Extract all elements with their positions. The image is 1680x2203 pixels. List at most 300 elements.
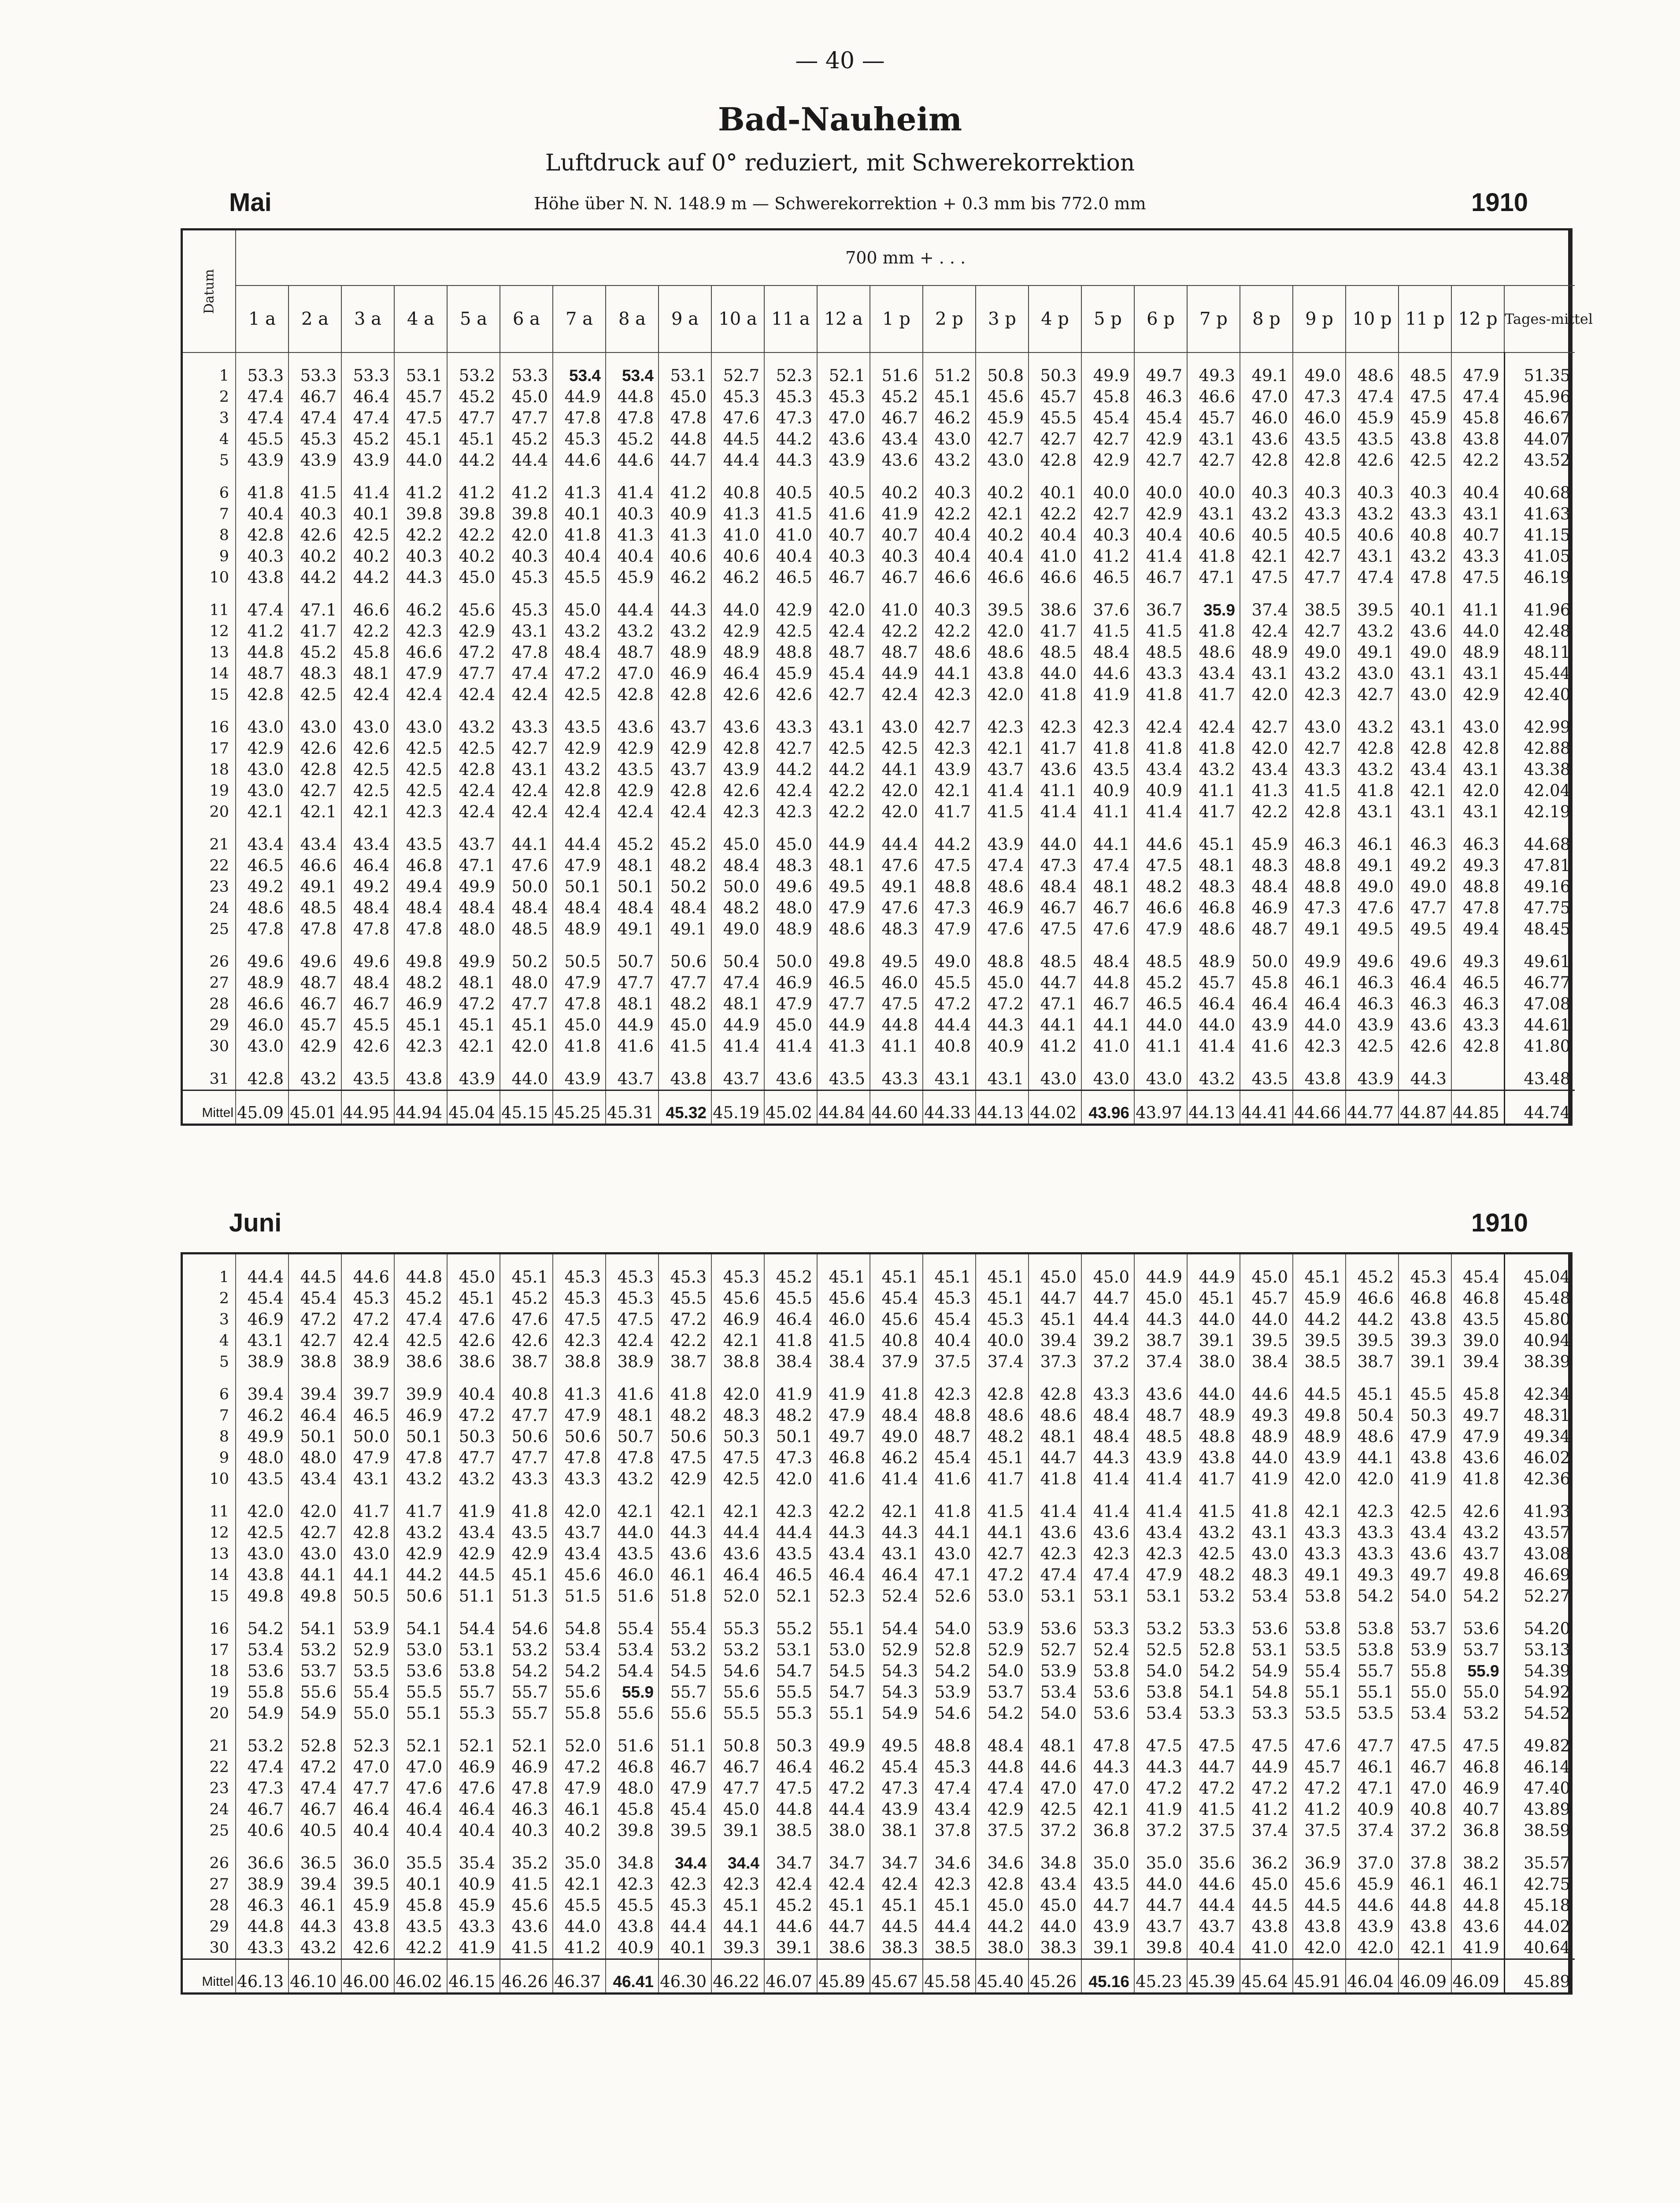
- value-cell: 52.9: [976, 1639, 1029, 1661]
- value-cell: 47.5: [711, 1447, 764, 1469]
- value-cell: 42.6: [289, 525, 341, 546]
- value-cell: 46.4: [870, 1565, 923, 1586]
- table-row: [183, 1254, 1575, 1288]
- value-cell: 47.4: [711, 972, 764, 994]
- value-cell: 38.4: [1240, 1351, 1293, 1372]
- value-cell: 46.1: [659, 1565, 711, 1586]
- value-cell: 54.6: [500, 1607, 553, 1639]
- table-row: [183, 876, 1575, 898]
- value-cell: 46.4: [764, 1309, 817, 1330]
- value-cell: 42.3: [1293, 1036, 1346, 1057]
- value-cell: 42.1: [1240, 546, 1293, 567]
- value-cell: 39.8: [606, 1820, 659, 1841]
- value-cell: 48.8: [764, 642, 817, 663]
- value-cell: 39.1: [1187, 1330, 1240, 1351]
- value-cell: 39.5: [1346, 588, 1399, 621]
- value-cell: 40.3: [870, 546, 923, 567]
- table-row: [183, 1661, 1575, 1682]
- value-cell: 45.3: [553, 1288, 606, 1309]
- value-cell: 43.8: [1399, 429, 1451, 450]
- value-cell: 48.9: [1451, 642, 1504, 663]
- value-cell: 38.6: [1029, 588, 1081, 621]
- value-cell: 42.8: [1346, 738, 1399, 759]
- table-row: [183, 1682, 1575, 1703]
- value-cell: 46.8: [394, 855, 447, 876]
- value-cell: 54.0: [1399, 1586, 1451, 1607]
- value-cell: 44.2: [394, 1565, 447, 1586]
- value-cell: 41.2: [1081, 546, 1134, 567]
- value-cell: 46.9: [1240, 898, 1293, 919]
- day-cell: 26: [209, 953, 229, 971]
- daily-mean-cell: 42.04: [1504, 780, 1575, 801]
- value-cell: 49.0: [1399, 876, 1451, 898]
- value-cell: 48.5: [1134, 940, 1187, 972]
- value-cell: 48.4: [870, 1405, 923, 1426]
- hour-header: 1 p: [870, 286, 923, 352]
- value-cell: 54.8: [1240, 1682, 1293, 1703]
- value-cell: 43.5: [817, 1057, 870, 1090]
- value-cell: 42.2: [817, 801, 870, 823]
- value-cell: 41.4: [1081, 1469, 1134, 1490]
- value-cell: 48.1: [817, 855, 870, 876]
- value-cell: 52.0: [553, 1724, 606, 1757]
- day-cell: 13: [209, 1545, 229, 1563]
- value-cell: 48.2: [659, 994, 711, 1015]
- value-cell: 47.5: [606, 1309, 659, 1330]
- value-cell: 38.5: [1293, 588, 1346, 621]
- value-cell: 47.4: [1451, 386, 1504, 408]
- value-cell: 46.7: [1134, 567, 1187, 588]
- mittel-value-cell: 44.87: [1399, 1090, 1451, 1124]
- day-cell: 8: [219, 1428, 229, 1446]
- value-cell: 46.5: [817, 972, 870, 994]
- value-cell: 42.8: [1293, 801, 1346, 823]
- value-cell: 43.9: [553, 1057, 606, 1090]
- value-cell: 55.7: [447, 1682, 500, 1703]
- value-cell: 42.1: [1399, 1937, 1451, 1959]
- value-cell: 40.3: [289, 504, 341, 525]
- value-cell: 42.5: [553, 684, 606, 705]
- value-cell: 55.5: [711, 1703, 764, 1724]
- daily-mean-cell: 49.61: [1504, 940, 1575, 972]
- value-cell: 42.0: [1240, 738, 1293, 759]
- value-cell: 48.4: [500, 898, 553, 919]
- value-cell: 45.0: [659, 386, 711, 408]
- value-cell: 45.7: [1293, 1757, 1346, 1778]
- daily-mean-cell: 48.11: [1504, 642, 1575, 663]
- value-cell: 53.1: [659, 352, 711, 386]
- value-cell: 53.2: [236, 1724, 289, 1757]
- value-cell: 38.7: [500, 1351, 553, 1372]
- value-cell: 43.6: [1029, 1522, 1081, 1543]
- value-cell: 41.6: [817, 1469, 870, 1490]
- value-cell: 45.4: [1134, 408, 1187, 429]
- value-cell: 53.5: [1293, 1639, 1346, 1661]
- value-cell: 47.2: [1240, 1778, 1293, 1799]
- value-cell: 51.2: [923, 352, 976, 386]
- value-cell: 45.1: [923, 1254, 976, 1288]
- value-cell: 45.1: [1346, 1372, 1399, 1405]
- value-cell: 44.8: [606, 386, 659, 408]
- value-cell: 53.2: [447, 352, 500, 386]
- daily-mean-cell: 42.40: [1504, 684, 1575, 705]
- value-cell: 47.7: [500, 1405, 553, 1426]
- value-cell: 42.3: [659, 1874, 711, 1895]
- day-cell: 30: [209, 1939, 229, 1957]
- value-cell: 42.3: [394, 801, 447, 823]
- value-cell: 39.0: [1451, 1330, 1504, 1351]
- value-cell: 37.2: [1029, 1820, 1081, 1841]
- value-cell: 48.8: [923, 1405, 976, 1426]
- day-cell: 27: [209, 1876, 229, 1893]
- value-cell: 38.4: [817, 1351, 870, 1372]
- value-cell: 47.6: [394, 1778, 447, 1799]
- table-row: [183, 1895, 1575, 1916]
- mittel-value-cell: 45.02: [764, 1090, 817, 1124]
- value-cell: 49.1: [870, 876, 923, 898]
- value-cell: 54.1: [394, 1607, 447, 1639]
- value-cell: 42.0: [870, 801, 923, 823]
- value-cell: 35.2: [500, 1841, 553, 1874]
- value-cell: 47.8: [553, 1447, 606, 1469]
- value-cell: 37.2: [1081, 1351, 1134, 1372]
- day-cell: 17: [209, 1641, 229, 1659]
- value-cell: 48.1: [341, 663, 394, 684]
- value-cell: 47.5: [1451, 1724, 1504, 1757]
- value-cell: 37.0: [1346, 1841, 1399, 1874]
- day-cell: 28: [209, 1897, 229, 1914]
- value-cell: 45.9: [1346, 1874, 1399, 1895]
- value-cell: 47.2: [976, 994, 1029, 1015]
- value-cell: 47.4: [1346, 567, 1399, 588]
- value-cell: 47.6: [870, 855, 923, 876]
- daily-mean-cell: 41.93: [1504, 1490, 1575, 1522]
- value-cell: 44.0: [1451, 621, 1504, 642]
- value-cell: 49.0: [923, 940, 976, 972]
- day-cell: 14: [209, 1566, 229, 1584]
- value-cell: 50.3: [764, 1724, 817, 1757]
- value-cell: 45.0: [1240, 1874, 1293, 1895]
- value-cell: 40.3: [923, 588, 976, 621]
- value-cell: 53.4: [1240, 1586, 1293, 1607]
- value-cell: 43.0: [289, 1543, 341, 1565]
- value-cell: 42.7: [1293, 738, 1346, 759]
- value-cell: 43.6: [659, 1543, 711, 1565]
- value-cell: 43.0: [1029, 1057, 1081, 1090]
- value-cell: 43.4: [1029, 1874, 1081, 1895]
- daily-mean-cell: 41.05: [1504, 546, 1575, 567]
- value-cell: 42.5: [1029, 1799, 1081, 1820]
- value-cell: 45.6: [870, 1309, 923, 1330]
- value-cell: 42.4: [500, 684, 553, 705]
- table-row: [183, 1469, 1575, 1490]
- value-cell: 43.8: [1293, 1057, 1346, 1090]
- value-cell: 42.2: [1240, 801, 1293, 823]
- mittel-value-cell: 45.23: [1134, 1959, 1187, 1993]
- value-cell: 45.1: [817, 1254, 870, 1288]
- value-cell: 37.2: [1399, 1820, 1451, 1841]
- monthly-mean-row: [183, 1959, 1575, 1993]
- value-cell: 46.7: [870, 567, 923, 588]
- table-row: [183, 1565, 1575, 1586]
- value-cell: 38.7: [659, 1351, 711, 1372]
- value-cell: 43.1: [500, 621, 553, 642]
- value-cell: 40.2: [976, 525, 1029, 546]
- value-cell: 55.6: [606, 1703, 659, 1724]
- hour-header: 9 a: [659, 286, 711, 352]
- value-cell: 47.3: [1293, 386, 1346, 408]
- value-cell: 46.7: [236, 1799, 289, 1820]
- value-cell: 47.7: [447, 663, 500, 684]
- value-cell: 49.7: [1451, 1405, 1504, 1426]
- value-cell: 44.9: [1134, 1254, 1187, 1288]
- mittel-value-cell: 46.30: [659, 1959, 711, 1993]
- value-cell: 42.2: [870, 621, 923, 642]
- value-cell: 54.0: [923, 1607, 976, 1639]
- value-cell: 42.3: [764, 801, 817, 823]
- value-cell: 39.3: [711, 1937, 764, 1959]
- value-cell: 42.4: [500, 780, 553, 801]
- value-cell: 43.8: [1399, 1916, 1451, 1937]
- value-cell: 44.0: [1293, 1015, 1346, 1036]
- value-cell: 42.7: [289, 780, 341, 801]
- value-cell: 53.0: [817, 1639, 870, 1661]
- value-cell: 47.4: [236, 408, 289, 429]
- value-cell: 44.7: [1029, 972, 1081, 994]
- value-cell: 51.6: [606, 1724, 659, 1757]
- value-cell: 45.4: [870, 1288, 923, 1309]
- day-cell: 16: [209, 1620, 229, 1638]
- value-cell: 47.4: [500, 663, 553, 684]
- value-cell: 46.1: [1346, 1757, 1399, 1778]
- value-cell: 41.4: [764, 1036, 817, 1057]
- year-label-june: 1910: [1471, 1209, 1528, 1237]
- value-cell: 44.4: [606, 588, 659, 621]
- value-cell: 53.0: [976, 1586, 1029, 1607]
- value-cell: 52.3: [817, 1586, 870, 1607]
- value-cell: 42.6: [341, 738, 394, 759]
- value-cell: 44.4: [711, 1522, 764, 1543]
- value-cell: 42.4: [341, 684, 394, 705]
- mittel-value-cell: 46.13: [236, 1959, 289, 1993]
- value-cell: 41.4: [1134, 801, 1187, 823]
- value-cell: 42.7: [1240, 705, 1293, 738]
- value-cell: 45.4: [289, 1288, 341, 1309]
- daily-mean-cell: 42.75: [1504, 1874, 1575, 1895]
- value-cell: 45.1: [394, 1015, 447, 1036]
- value-cell: 42.0: [817, 588, 870, 621]
- value-cell: 45.1: [923, 1895, 976, 1916]
- value-cell: 47.5: [1399, 1724, 1451, 1757]
- value-cell: 45.8: [1451, 408, 1504, 429]
- value-cell: 53.3: [1187, 1607, 1240, 1639]
- value-cell: 53.8: [1134, 1682, 1187, 1703]
- value-cell: 47.1: [923, 1565, 976, 1586]
- value-cell: 46.8: [1451, 1288, 1504, 1309]
- value-cell: 46.4: [341, 1799, 394, 1820]
- value-cell: 45.1: [447, 1015, 500, 1036]
- value-cell: 40.8: [870, 1330, 923, 1351]
- value-cell: 53.5: [1346, 1703, 1399, 1724]
- day-cell: 5: [219, 452, 229, 469]
- value-cell: 47.9: [553, 972, 606, 994]
- table-row: [183, 1372, 1575, 1405]
- value-cell: 46.6: [1187, 386, 1240, 408]
- daily-mean-cell: 40.94: [1504, 1330, 1575, 1351]
- value-cell: 41.0: [1081, 1036, 1134, 1057]
- value-cell: 47.2: [447, 994, 500, 1015]
- value-cell: 42.5: [341, 525, 394, 546]
- table-row: [183, 1799, 1575, 1820]
- value-cell: 41.6: [817, 504, 870, 525]
- value-cell: 43.0: [923, 1543, 976, 1565]
- mittel-value-cell: 45.39: [1187, 1959, 1240, 1993]
- day-cell: 22: [209, 1758, 229, 1776]
- mittel-value-cell: 44.41: [1240, 1090, 1293, 1124]
- value-cell: 43.1: [817, 705, 870, 738]
- value-cell: 42.8: [976, 1874, 1029, 1895]
- value-cell: 46.7: [289, 386, 341, 408]
- value-cell: 42.9: [289, 1036, 341, 1057]
- value-cell: 43.1: [500, 759, 553, 780]
- value-cell: 48.9: [1240, 642, 1293, 663]
- value-cell: 43.3: [1293, 504, 1346, 525]
- value-cell: 52.8: [289, 1724, 341, 1757]
- value-cell: 44.8: [764, 1799, 817, 1820]
- value-cell: 42.4: [553, 801, 606, 823]
- value-cell: 43.3: [764, 705, 817, 738]
- value-cell: 48.5: [1134, 1426, 1187, 1447]
- value-cell: 44.6: [553, 450, 606, 471]
- day-cell: 14: [209, 665, 229, 682]
- value-cell: 44.5: [1240, 1895, 1293, 1916]
- value-cell: 43.4: [923, 1799, 976, 1820]
- value-cell: 40.4: [976, 546, 1029, 567]
- value-cell: 47.5: [1451, 567, 1504, 588]
- value-cell: 45.9: [1293, 1288, 1346, 1309]
- value-cell: 42.3: [1346, 1490, 1399, 1522]
- value-cell: 41.8: [659, 1372, 711, 1405]
- value-cell: 52.8: [923, 1639, 976, 1661]
- value-cell: 46.4: [1187, 994, 1240, 1015]
- value-cell: 42.3: [1293, 684, 1346, 705]
- value-cell: 44.8: [659, 429, 711, 450]
- value-cell: 43.4: [289, 1469, 341, 1490]
- value-cell: 40.4: [764, 546, 817, 567]
- value-cell: 52.9: [870, 1639, 923, 1661]
- value-cell: 43.3: [1293, 1522, 1346, 1543]
- value-cell: 43.9: [1346, 1015, 1399, 1036]
- value-cell: 52.1: [817, 352, 870, 386]
- value-cell: 43.5: [500, 1522, 553, 1543]
- value-cell: 38.5: [764, 1820, 817, 1841]
- mittel-value-cell: 45.26: [1029, 1959, 1081, 1993]
- value-cell: 45.4: [1081, 408, 1134, 429]
- value-cell: 49.4: [394, 876, 447, 898]
- value-cell: 40.5: [289, 1820, 341, 1841]
- value-cell: 45.5: [659, 1288, 711, 1309]
- value-cell: 47.1: [1187, 567, 1240, 588]
- value-cell: 47.8: [553, 994, 606, 1015]
- value-cell: 47.4: [976, 855, 1029, 876]
- value-cell: 44.0: [606, 1522, 659, 1543]
- value-cell: 49.3: [1240, 1405, 1293, 1426]
- hour-header: 7 a: [553, 286, 606, 352]
- value-cell: 54.2: [1346, 1586, 1399, 1607]
- hour-header: 7 p: [1187, 286, 1240, 352]
- table-row: [183, 1778, 1575, 1799]
- value-cell: 53.9: [923, 1682, 976, 1703]
- value-cell: 47.4: [1081, 855, 1134, 876]
- value-cell: 49.9: [1081, 352, 1134, 386]
- value-cell: 44.1: [500, 823, 553, 855]
- value-cell: 50.6: [659, 940, 711, 972]
- value-cell: 43.7: [1451, 1543, 1504, 1565]
- day-cell: 31: [209, 1070, 229, 1088]
- value-cell: 53.2: [711, 1639, 764, 1661]
- value-cell: 55.7: [500, 1682, 553, 1703]
- table-row: [183, 1841, 1575, 1874]
- value-cell: 53.3: [1240, 1703, 1293, 1724]
- value-cell: 42.1: [606, 1490, 659, 1522]
- value-cell: 39.1: [711, 1820, 764, 1841]
- value-cell: 47.9: [1451, 352, 1504, 386]
- value-cell: 42.0: [1293, 1937, 1346, 1959]
- value-cell: 54.5: [659, 1661, 711, 1682]
- value-cell: 41.5: [1081, 621, 1134, 642]
- value-cell: 42.3: [923, 684, 976, 705]
- value-cell: 43.3: [447, 1916, 500, 1937]
- table-row: [183, 471, 1575, 504]
- daily-mean-cell: 49.16: [1504, 876, 1575, 898]
- value-cell: 43.3: [870, 1057, 923, 1090]
- value-cell: 41.8: [1029, 1469, 1081, 1490]
- value-cell: 42.8: [659, 684, 711, 705]
- pressure-table-may: [183, 230, 1593, 1124]
- value-cell: 41.5: [659, 1036, 711, 1057]
- value-cell: 42.9: [236, 738, 289, 759]
- value-cell: 50.2: [659, 876, 711, 898]
- daily-mean-cell: 47.75: [1504, 898, 1575, 919]
- value-cell: 40.6: [659, 546, 711, 567]
- value-cell: 43.2: [289, 1057, 341, 1090]
- value-cell: 43.7: [659, 705, 711, 738]
- value-cell: 52.5: [1134, 1639, 1187, 1661]
- value-cell: 50.2: [500, 940, 553, 972]
- value-cell: 38.0: [976, 1937, 1029, 1959]
- value-cell: 47.4: [1346, 386, 1399, 408]
- value-cell: 42.2: [341, 621, 394, 642]
- value-cell: 34.4: [711, 1841, 764, 1874]
- mittel-value-cell: 46.02: [394, 1959, 447, 1993]
- value-cell: 54.6: [923, 1703, 976, 1724]
- value-cell: 43.4: [1187, 663, 1240, 684]
- value-cell: 54.5: [817, 1661, 870, 1682]
- value-cell: 48.1: [1029, 1724, 1081, 1757]
- value-cell: 47.9: [923, 919, 976, 940]
- value-cell: 51.3: [500, 1586, 553, 1607]
- value-cell: 41.7: [289, 621, 341, 642]
- value-cell: 43.1: [236, 1330, 289, 1351]
- value-cell: 47.5: [1134, 855, 1187, 876]
- value-cell: 43.7: [553, 1522, 606, 1543]
- value-cell: 49.2: [341, 876, 394, 898]
- value-cell: 37.2: [1134, 1820, 1187, 1841]
- value-cell: 38.1: [870, 1820, 923, 1841]
- value-cell: 50.0: [711, 876, 764, 898]
- daily-mean-cell: 41.96: [1504, 588, 1575, 621]
- value-cell: 43.6: [711, 1543, 764, 1565]
